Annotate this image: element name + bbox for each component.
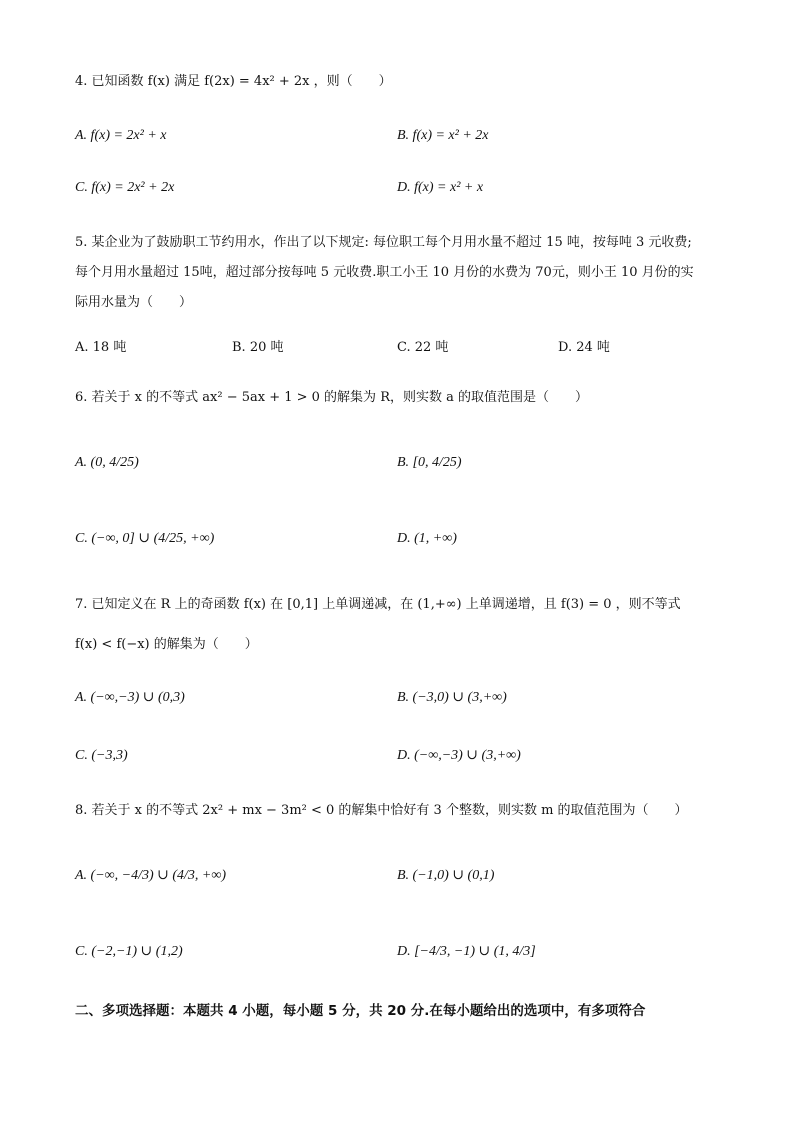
question-7-stem-line-2: f(x) < f(−x) 的解集为（ ） — [75, 637, 258, 652]
question-8-stem: 8. 若关于 x 的不等式 2x² + mx − 3m² < 0 的解集中恰好有 3 个整数，则实数 m 的取值范围为（ ） — [75, 803, 688, 818]
question-7-stem-line-1: 7. 已知定义在 R 上的奇函数 f(x) 在 [0,1] 上单调递减，在 (1,+∞) 上单调递增，且 f(3) = 0 ，则不等式 — [75, 597, 681, 612]
question-6-option-c: C. (−∞, 0] ∪ (4/25, +∞) — [75, 531, 215, 546]
question-5-option-b: B. 20 吨 — [232, 340, 284, 355]
question-7-option-c: C. (−3,3) — [75, 748, 128, 763]
question-6-option-d: D. (1, +∞) — [397, 531, 457, 546]
question-7-option-b: B. (−3,0) ∪ (3,+∞) — [397, 690, 507, 705]
question-5-stem-line-2: 每个月用水量超过 15吨，超过部分按每吨 5 元收费.职工小王 10 月份的水费为 70元，则小王 10 月份的实 — [75, 265, 694, 280]
question-4-stem: 4. 已知函数 f(x) 满足 f(2x) = 4x² + 2x ，则（ ） — [75, 74, 392, 89]
question-6-stem: 6. 若关于 x 的不等式 ax² − 5ax + 1 > 0 的解集为 R，则实数 a 的取值范围是（ ） — [75, 390, 588, 405]
question-8-option-b: B. (−1,0) ∪ (0,1) — [397, 868, 495, 883]
question-5-option-c: C. 22 吨 — [397, 340, 449, 355]
question-7-option-d: D. (−∞,−3) ∪ (3,+∞) — [397, 748, 521, 763]
question-4-option-b: B. f(x) = x² + 2x — [397, 128, 489, 143]
question-4-option-c: C. f(x) = 2x² + 2x — [75, 180, 175, 195]
question-6-option-b: B. [0, 4/25) — [397, 455, 462, 470]
question-4-option-a: A. f(x) = 2x² + x — [75, 128, 167, 143]
question-8-option-d: D. [−4/3, −1) ∪ (1, 4/3] — [397, 944, 536, 959]
question-8-option-a: A. (−∞, −4/3) ∪ (4/3, +∞) — [75, 868, 227, 883]
question-5-option-d: D. 24 吨 — [558, 340, 610, 355]
question-5-stem-line-1: 5. 某企业为了鼓励职工节约用水，作出了以下规定: 每位职工每个月用水量不超过 15 吨，按每吨 3 元收费; — [75, 235, 692, 250]
question-8-option-c: C. (−2,−1) ∪ (1,2) — [75, 944, 183, 959]
question-5-option-a: A. 18 吨 — [75, 340, 127, 355]
question-6-option-a: A. (0, 4/25) — [75, 455, 139, 470]
question-5-stem-line-3: 际用水量为（ ） — [75, 295, 193, 310]
section-2-heading: 二、多项选择题：本题共 4 小题，每小题 5 分，共 20 分.在每小题给出的选项中，有多项符合 — [75, 1003, 646, 1019]
question-4-option-d: D. f(x) = x² + x — [397, 180, 484, 195]
question-7-option-a: A. (−∞,−3) ∪ (0,3) — [75, 690, 185, 705]
